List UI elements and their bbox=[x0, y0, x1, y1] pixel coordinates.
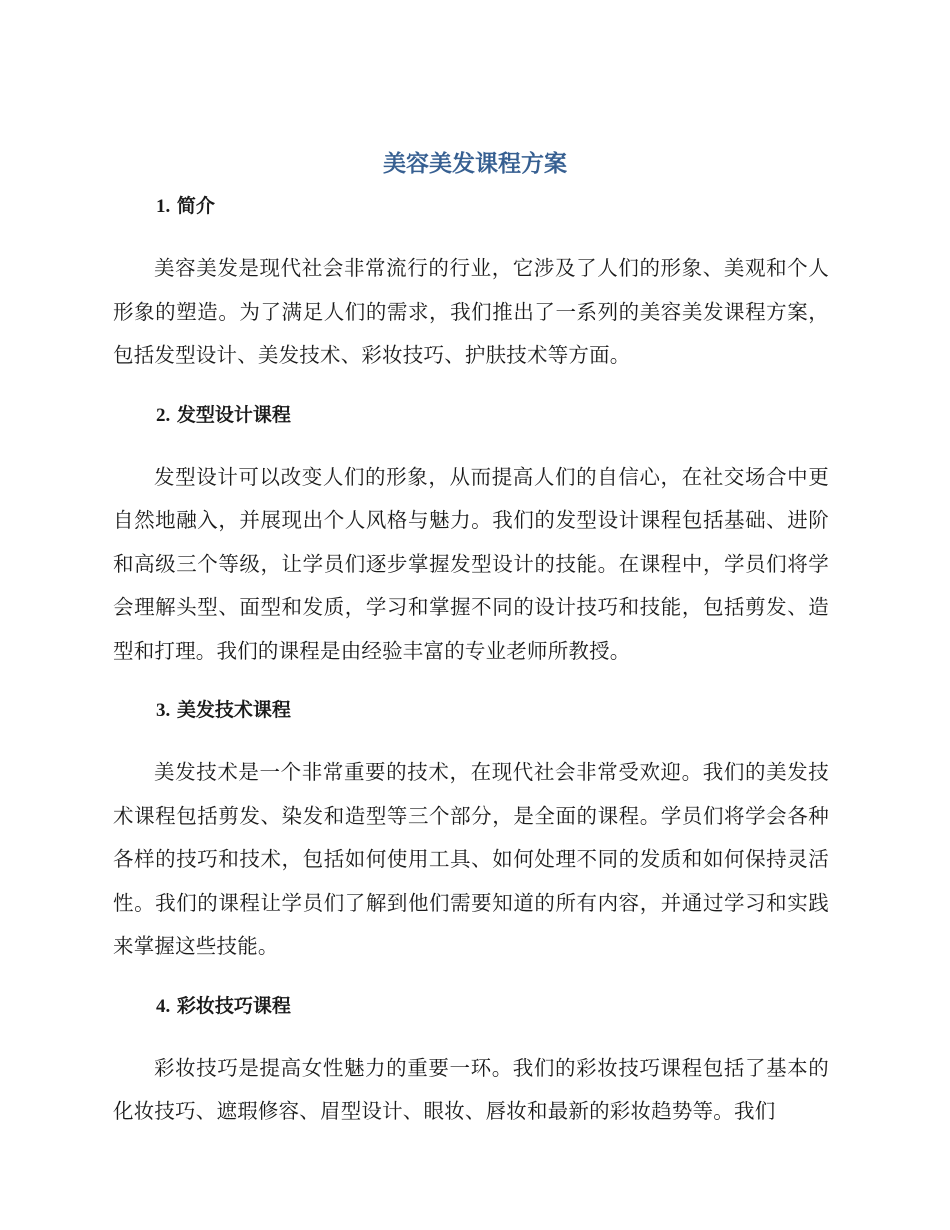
section-paragraph: 彩妆技巧是提高女性魅力的重要一环。我们的彩妆技巧课程包括了基本的化妆技巧、遮瑕修容、眉型设计、眼妆、唇妆和最新的彩妆趋势等。我们 bbox=[113, 1055, 829, 1123]
section-paragraph: 美发技术是一个非常重要的技术，在现代社会非常受欢迎。我们的美发技术课程包括剪发、染发和造型等三个部分，是全面的课程。学员们将学会各种各样的技巧和技术，包括如何使用工具、如何处理不同的发质和如何保持灵活性。我们的课程让学员们了解到他们需要知道的所有内容，并通过学习和实践来掌握这些技能。 bbox=[113, 760, 829, 958]
section-title: 彩妆技巧课程 bbox=[176, 994, 291, 1017]
document-title: 美容美发课程方案 bbox=[383, 150, 567, 177]
section-title: 简介 bbox=[176, 195, 215, 217]
section-heading bbox=[113, 990, 829, 1023]
section-title: 发型设计课程 bbox=[176, 403, 291, 426]
section-title: 美发技术课程 bbox=[176, 699, 291, 721]
section-number: 4. bbox=[156, 995, 171, 1017]
section-number: 3. bbox=[156, 700, 171, 721]
section-paragraph: 美容美发是现代社会非常流行的行业，它涉及了人们的形象、美观和个人形象的塑造。为了满足人们的需求，我们推出了一系列的美容美发课程方案，包括发型设计、美发技术、彩妆技巧、护肤技术等方面。 bbox=[113, 256, 829, 367]
section-number: 2. bbox=[156, 404, 171, 426]
section-heading bbox=[113, 399, 829, 432]
section-heading bbox=[113, 190, 829, 223]
section-introduction bbox=[113, 190, 829, 399]
section-paragraph: 发型设计可以改变人们的形象，从而提高人们的自信心，在社交场合中更自然地融入，并展现出个人风格与魅力。我们的发型设计课程包括基础、进阶和高级三个等级，让学员们逐步掌握发型设计的技能。在课程中，学员们将学会理解头型、面型和发质，学习和掌握不同的设计技巧和技能，包括剪发、造型和打理。我们的课程是由经验丰富的专业老师所教授。 bbox=[113, 464, 829, 663]
section-hairstyle-design bbox=[113, 399, 829, 695]
section-makeup-skills bbox=[113, 990, 829, 1134]
section-hair-technique bbox=[113, 694, 829, 990]
section-heading bbox=[113, 694, 829, 727]
document-body bbox=[113, 190, 829, 1134]
section-number: 1. bbox=[156, 196, 171, 217]
